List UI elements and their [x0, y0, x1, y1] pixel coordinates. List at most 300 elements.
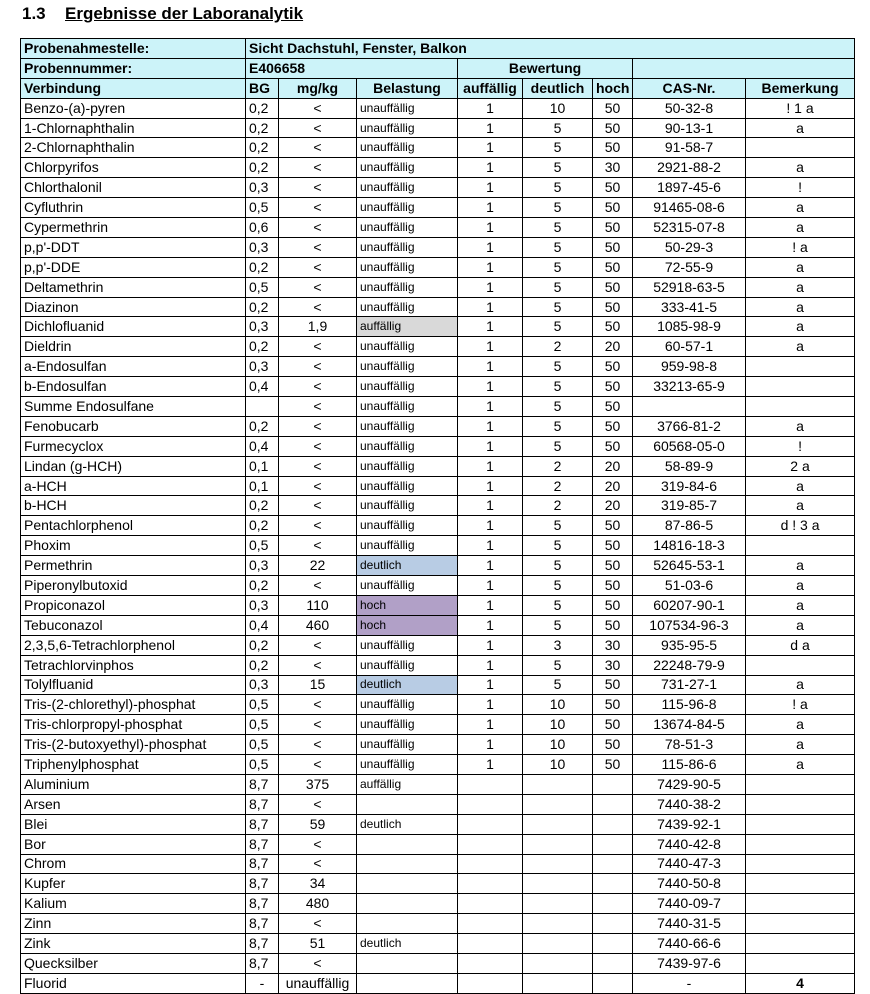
cell-auffaellig: 1	[458, 416, 523, 436]
cell-bemerkung: !	[746, 436, 855, 456]
cell-bemerkung: ! a	[746, 237, 855, 257]
cell-bemerkung: a	[746, 297, 855, 317]
cell-mgkg: <	[279, 416, 357, 436]
cell-mgkg: <	[279, 237, 357, 257]
cell-hoch: 20	[593, 496, 633, 516]
cell-hoch: 50	[593, 297, 633, 317]
cell-bg: 0,2	[246, 576, 279, 596]
cell-hoch: 50	[593, 436, 633, 456]
table-row	[21, 834, 855, 854]
cell-bemerkung: a	[746, 476, 855, 496]
cell-deutlich: 5	[523, 257, 593, 277]
cell-bg: 0,2	[246, 635, 279, 655]
cell-belastung: unauffällig	[357, 277, 458, 297]
cell-hoch: 50	[593, 416, 633, 436]
cell-bemerkung	[746, 854, 855, 874]
cell-hoch: 50	[593, 576, 633, 596]
table-row	[21, 695, 855, 715]
table-row	[21, 595, 855, 615]
cell-belastung: unauffällig	[357, 158, 458, 178]
cell-verbindung: Pentachlorphenol	[21, 516, 246, 536]
cell-verbindung: Fenobucarb	[21, 416, 246, 436]
cell-verbindung: 2,3,5,6-Tetrachlorphenol	[21, 635, 246, 655]
cell-cas: 50-29-3	[633, 237, 746, 257]
cell-verbindung: Quecksilber	[21, 953, 246, 973]
cell-bg: 0,3	[246, 675, 279, 695]
cell-cas: 319-84-6	[633, 476, 746, 496]
cell-verbindung: p,p'-DDE	[21, 257, 246, 277]
cell-hoch	[593, 874, 633, 894]
cell-belastung	[357, 894, 458, 914]
cell-auffaellig: 1	[458, 158, 523, 178]
cell-auffaellig: 1	[458, 436, 523, 456]
cell-auffaellig	[458, 874, 523, 894]
cell-verbindung: Kupfer	[21, 874, 246, 894]
cell-deutlich: 10	[523, 715, 593, 735]
cell-bg: 8,7	[246, 934, 279, 954]
cell-cas: 935-95-5	[633, 635, 746, 655]
cell-verbindung: Dieldrin	[21, 337, 246, 357]
cell-bemerkung: a	[746, 317, 855, 337]
cell-auffaellig: 1	[458, 615, 523, 635]
cell-belastung	[357, 874, 458, 894]
cell-cas: 51-03-6	[633, 576, 746, 596]
cell-bg: 0,5	[246, 536, 279, 556]
cell-verbindung: Propiconazol	[21, 595, 246, 615]
col-header-cas: CAS-Nr.	[633, 78, 746, 98]
cell-auffaellig: 1	[458, 456, 523, 476]
cell-cas: 2921-88-2	[633, 158, 746, 178]
cell-bemerkung: !	[746, 178, 855, 198]
cell-belastung: unauffällig	[357, 178, 458, 198]
cell-verbindung: Chlorthalonil	[21, 178, 246, 198]
table-row	[21, 536, 855, 556]
cell-auffaellig: 1	[458, 357, 523, 377]
cell-belastung: hoch	[357, 595, 458, 615]
cell-deutlich: 5	[523, 615, 593, 635]
cell-verbindung: Lindan (g-HCH)	[21, 456, 246, 476]
cell-mgkg: <	[279, 198, 357, 218]
cell-auffaellig: 1	[458, 337, 523, 357]
cell-bemerkung	[746, 953, 855, 973]
cell-verbindung: Chlorpyrifos	[21, 158, 246, 178]
table-row	[21, 655, 855, 675]
sampling-location-value: Sicht Dachstuhl, Fenster, Balkon	[246, 39, 855, 59]
cell-auffaellig: 1	[458, 98, 523, 118]
cell-cas: 3766-81-2	[633, 416, 746, 436]
cell-belastung: deutlich	[357, 934, 458, 954]
cell-bg: 0,5	[246, 695, 279, 715]
cell-cas: 90-13-1	[633, 118, 746, 138]
cell-hoch	[593, 774, 633, 794]
cell-bg: 0,2	[246, 496, 279, 516]
table-row	[21, 277, 855, 297]
cell-hoch: 50	[593, 277, 633, 297]
cell-deutlich: 2	[523, 337, 593, 357]
cell-auffaellig	[458, 854, 523, 874]
table-row	[21, 934, 855, 954]
cell-hoch: 50	[593, 735, 633, 755]
cell-auffaellig: 1	[458, 655, 523, 675]
cell-cas: 58-89-9	[633, 456, 746, 476]
cell-cas: 60-57-1	[633, 337, 746, 357]
cell-mgkg: 1,9	[279, 317, 357, 337]
cell-deutlich: 2	[523, 476, 593, 496]
cell-verbindung: Fluorid	[21, 973, 246, 993]
cell-cas: -	[633, 973, 746, 993]
cell-deutlich: 5	[523, 198, 593, 218]
sample-number-value: E406658	[246, 58, 458, 78]
cell-cas: 7439-97-6	[633, 953, 746, 973]
cell-belastung: unauffällig	[357, 198, 458, 218]
cell-bemerkung: a	[746, 675, 855, 695]
cell-belastung: unauffällig	[357, 257, 458, 277]
cell-auffaellig: 1	[458, 317, 523, 337]
cell-deutlich	[523, 894, 593, 914]
cell-bg: 0,3	[246, 237, 279, 257]
cell-belastung: unauffällig	[357, 397, 458, 417]
sample-number-row	[21, 58, 855, 78]
table-row	[21, 237, 855, 257]
cell-verbindung: 1-Chlornaphthalin	[21, 118, 246, 138]
cell-deutlich: 3	[523, 635, 593, 655]
cell-bg: 0,2	[246, 516, 279, 536]
cell-bg: 0,2	[246, 158, 279, 178]
cell-hoch: 50	[593, 615, 633, 635]
cell-hoch	[593, 834, 633, 854]
cell-bg: 8,7	[246, 894, 279, 914]
cell-cas: 91-58-7	[633, 138, 746, 158]
cell-bemerkung	[746, 377, 855, 397]
table-row	[21, 98, 855, 118]
cell-belastung: unauffällig	[357, 297, 458, 317]
cell-belastung: unauffällig	[357, 456, 458, 476]
cell-hoch: 50	[593, 675, 633, 695]
evaluation-header: Bewertung	[458, 58, 633, 78]
table-row	[21, 794, 855, 814]
cell-verbindung: Diazinon	[21, 297, 246, 317]
cell-auffaellig: 1	[458, 178, 523, 198]
cell-deutlich: 5	[523, 237, 593, 257]
cell-hoch: 20	[593, 337, 633, 357]
cell-mgkg: <	[279, 476, 357, 496]
col-header-bg: BG	[246, 78, 279, 98]
cell-bemerkung: a	[746, 257, 855, 277]
cell-bemerkung	[746, 874, 855, 894]
table-row	[21, 317, 855, 337]
cell-hoch: 50	[593, 357, 633, 377]
cell-bemerkung	[746, 794, 855, 814]
cell-bemerkung	[746, 357, 855, 377]
cell-cas: 115-86-6	[633, 755, 746, 775]
cell-auffaellig	[458, 834, 523, 854]
cell-verbindung: 2-Chlornaphthalin	[21, 138, 246, 158]
cell-bemerkung	[746, 774, 855, 794]
cell-mgkg: <	[279, 496, 357, 516]
cell-cas: 13674-84-5	[633, 715, 746, 735]
cell-cas: 72-55-9	[633, 257, 746, 277]
cell-mgkg: <	[279, 138, 357, 158]
cell-cas: 14816-18-3	[633, 536, 746, 556]
cell-cas: 78-51-3	[633, 735, 746, 755]
cell-cas: 87-86-5	[633, 516, 746, 536]
cell-deutlich: 2	[523, 456, 593, 476]
cell-deutlich: 5	[523, 178, 593, 198]
cell-bemerkung: a	[746, 735, 855, 755]
cell-bemerkung: ! a	[746, 695, 855, 715]
cell-bg: 8,7	[246, 914, 279, 934]
cell-verbindung: Tris-(2-chlorethyl)-phosphat	[21, 695, 246, 715]
table-row	[21, 377, 855, 397]
cell-mgkg: <	[279, 953, 357, 973]
cell-verbindung: Chrom	[21, 854, 246, 874]
cell-bg: 0,5	[246, 715, 279, 735]
cell-auffaellig: 1	[458, 218, 523, 238]
cell-hoch: 50	[593, 516, 633, 536]
col-header-verbindung: Verbindung	[21, 78, 246, 98]
cell-mgkg: <	[279, 735, 357, 755]
table-row	[21, 397, 855, 417]
cell-hoch: 50	[593, 118, 633, 138]
cell-mgkg: 59	[279, 814, 357, 834]
table-row	[21, 973, 855, 993]
table-row	[21, 635, 855, 655]
cell-deutlich: 10	[523, 695, 593, 715]
cell-bg: 0,4	[246, 377, 279, 397]
cell-belastung: hoch	[357, 615, 458, 635]
cell-auffaellig: 1	[458, 536, 523, 556]
cell-bemerkung	[746, 397, 855, 417]
cell-bemerkung: a	[746, 595, 855, 615]
cell-cas: 7440-47-3	[633, 854, 746, 874]
cell-cas: 52918-63-5	[633, 277, 746, 297]
cell-bemerkung: d ! 3 a	[746, 516, 855, 536]
table-row	[21, 456, 855, 476]
cell-hoch: 50	[593, 755, 633, 775]
table-row	[21, 715, 855, 735]
cell-auffaellig: 1	[458, 595, 523, 615]
cell-bg: 0,2	[246, 118, 279, 138]
cell-cas: 7440-42-8	[633, 834, 746, 854]
cell-hoch: 50	[593, 536, 633, 556]
cell-bemerkung: a	[746, 615, 855, 635]
cell-mgkg: <	[279, 576, 357, 596]
col-header-deutlich: deutlich	[523, 78, 593, 98]
cell-auffaellig: 1	[458, 735, 523, 755]
sample-number-label: Probennummer:	[21, 58, 246, 78]
cell-bg: 0,1	[246, 456, 279, 476]
cell-cas: 52645-53-1	[633, 556, 746, 576]
cell-deutlich: 5	[523, 556, 593, 576]
cell-cas	[633, 397, 746, 417]
cell-bemerkung: a	[746, 576, 855, 596]
cell-mgkg: <	[279, 98, 357, 118]
cell-verbindung: Piperonylbutoxid	[21, 576, 246, 596]
cell-bg: 0,1	[246, 476, 279, 496]
column-header-row	[21, 78, 855, 98]
cell-verbindung: Kalium	[21, 894, 246, 914]
cell-deutlich	[523, 834, 593, 854]
cell-bg: 0,3	[246, 595, 279, 615]
table-row	[21, 357, 855, 377]
table-row	[21, 615, 855, 635]
table-row	[21, 814, 855, 834]
cell-auffaellig: 1	[458, 198, 523, 218]
cell-bemerkung	[746, 655, 855, 675]
cell-deutlich	[523, 854, 593, 874]
cell-verbindung: Permethrin	[21, 556, 246, 576]
cell-deutlich	[523, 774, 593, 794]
cell-bg: 8,7	[246, 774, 279, 794]
cell-verbindung: Tris-(2-butoxyethyl)-phosphat	[21, 735, 246, 755]
cell-belastung: unauffällig	[357, 695, 458, 715]
cell-cas: 60568-05-0	[633, 436, 746, 456]
cell-hoch: 50	[593, 695, 633, 715]
cell-belastung	[357, 834, 458, 854]
cell-belastung: unauffällig	[357, 576, 458, 596]
cell-bemerkung	[746, 138, 855, 158]
cell-deutlich: 5	[523, 357, 593, 377]
cell-auffaellig	[458, 914, 523, 934]
cell-bg: 8,7	[246, 794, 279, 814]
cell-hoch: 30	[593, 635, 633, 655]
cell-mgkg: <	[279, 277, 357, 297]
cell-bg: 8,7	[246, 874, 279, 894]
cell-belastung: unauffällig	[357, 416, 458, 436]
cell-hoch: 30	[593, 655, 633, 675]
cell-deutlich: 5	[523, 595, 593, 615]
cell-deutlich: 5	[523, 118, 593, 138]
cell-verbindung: Zinn	[21, 914, 246, 934]
cell-verbindung: b-HCH	[21, 496, 246, 516]
table-row	[21, 874, 855, 894]
cell-mgkg: <	[279, 377, 357, 397]
cell-verbindung: p,p'-DDT	[21, 237, 246, 257]
table-row	[21, 496, 855, 516]
cell-verbindung: Bor	[21, 834, 246, 854]
cell-bg: 0,2	[246, 655, 279, 675]
cell-deutlich: 5	[523, 277, 593, 297]
cell-cas: 7440-50-8	[633, 874, 746, 894]
cell-mgkg: 375	[279, 774, 357, 794]
section-heading	[22, 4, 303, 24]
cell-mgkg: <	[279, 914, 357, 934]
cell-auffaellig	[458, 774, 523, 794]
table-row	[21, 774, 855, 794]
cell-hoch	[593, 934, 633, 954]
sampling-location-row	[21, 39, 855, 59]
cell-bg: 0,6	[246, 218, 279, 238]
cell-auffaellig: 1	[458, 496, 523, 516]
table-row	[21, 158, 855, 178]
cell-bg: 0,3	[246, 357, 279, 377]
cell-hoch: 50	[593, 237, 633, 257]
cell-verbindung: Cypermethrin	[21, 218, 246, 238]
cell-bg: 8,7	[246, 814, 279, 834]
cell-bemerkung: a	[746, 556, 855, 576]
table-row	[21, 476, 855, 496]
cell-belastung: auffällig	[357, 774, 458, 794]
table-row	[21, 178, 855, 198]
cell-cas: 7440-38-2	[633, 794, 746, 814]
cell-verbindung: Phoxim	[21, 536, 246, 556]
cell-bg: 8,7	[246, 834, 279, 854]
cell-auffaellig: 1	[458, 138, 523, 158]
cell-deutlich: 5	[523, 138, 593, 158]
cell-bg: 0,3	[246, 317, 279, 337]
cell-hoch	[593, 854, 633, 874]
cell-belastung: deutlich	[357, 675, 458, 695]
cell-mgkg: <	[279, 158, 357, 178]
cell-bemerkung: a	[746, 715, 855, 735]
table-row	[21, 516, 855, 536]
cell-verbindung: Tris-chlorpropyl-phosphat	[21, 715, 246, 735]
cell-cas: 33213-65-9	[633, 377, 746, 397]
cell-mgkg: <	[279, 178, 357, 198]
cell-belastung: unauffällig	[357, 735, 458, 755]
cell-verbindung: Aluminium	[21, 774, 246, 794]
cell-deutlich: 5	[523, 416, 593, 436]
cell-belastung: deutlich	[357, 556, 458, 576]
cell-deutlich: 5	[523, 655, 593, 675]
cell-mgkg: <	[279, 456, 357, 476]
cell-deutlich	[523, 934, 593, 954]
cell-mgkg: 15	[279, 675, 357, 695]
cell-cas: 91465-08-6	[633, 198, 746, 218]
cell-mgkg: <	[279, 397, 357, 417]
cell-hoch	[593, 973, 633, 993]
cell-bemerkung: a	[746, 755, 855, 775]
cell-mgkg: <	[279, 436, 357, 456]
cell-cas: 115-96-8	[633, 695, 746, 715]
cell-deutlich	[523, 794, 593, 814]
cell-hoch: 50	[593, 556, 633, 576]
cell-hoch	[593, 894, 633, 914]
cell-auffaellig: 1	[458, 715, 523, 735]
cell-mgkg: <	[279, 357, 357, 377]
cell-mgkg: unauffällig	[279, 973, 357, 993]
cell-auffaellig: 1	[458, 377, 523, 397]
cell-hoch	[593, 953, 633, 973]
cell-deutlich: 2	[523, 496, 593, 516]
cell-belastung: unauffällig	[357, 118, 458, 138]
cell-bg: 8,7	[246, 854, 279, 874]
cell-belastung: unauffällig	[357, 715, 458, 735]
cell-bg: 0,4	[246, 436, 279, 456]
cell-deutlich: 10	[523, 735, 593, 755]
cell-hoch: 50	[593, 178, 633, 198]
cell-belastung	[357, 914, 458, 934]
cell-cas: 7429-90-5	[633, 774, 746, 794]
cell-mgkg: <	[279, 218, 357, 238]
cell-bemerkung: a	[746, 337, 855, 357]
cell-verbindung: Benzo-(a)-pyren	[21, 98, 246, 118]
table-row	[21, 854, 855, 874]
cell-auffaellig: 1	[458, 675, 523, 695]
cell-auffaellig: 1	[458, 277, 523, 297]
cell-mgkg: <	[279, 635, 357, 655]
cell-cas: 60207-90-1	[633, 595, 746, 615]
table-row	[21, 198, 855, 218]
table-row	[21, 914, 855, 934]
cell-mgkg: <	[279, 536, 357, 556]
cell-bg: 0,4	[246, 615, 279, 635]
cell-verbindung: b-Endosulfan	[21, 377, 246, 397]
cell-hoch: 50	[593, 257, 633, 277]
table-row	[21, 337, 855, 357]
cell-mgkg: 460	[279, 615, 357, 635]
cell-belastung	[357, 794, 458, 814]
